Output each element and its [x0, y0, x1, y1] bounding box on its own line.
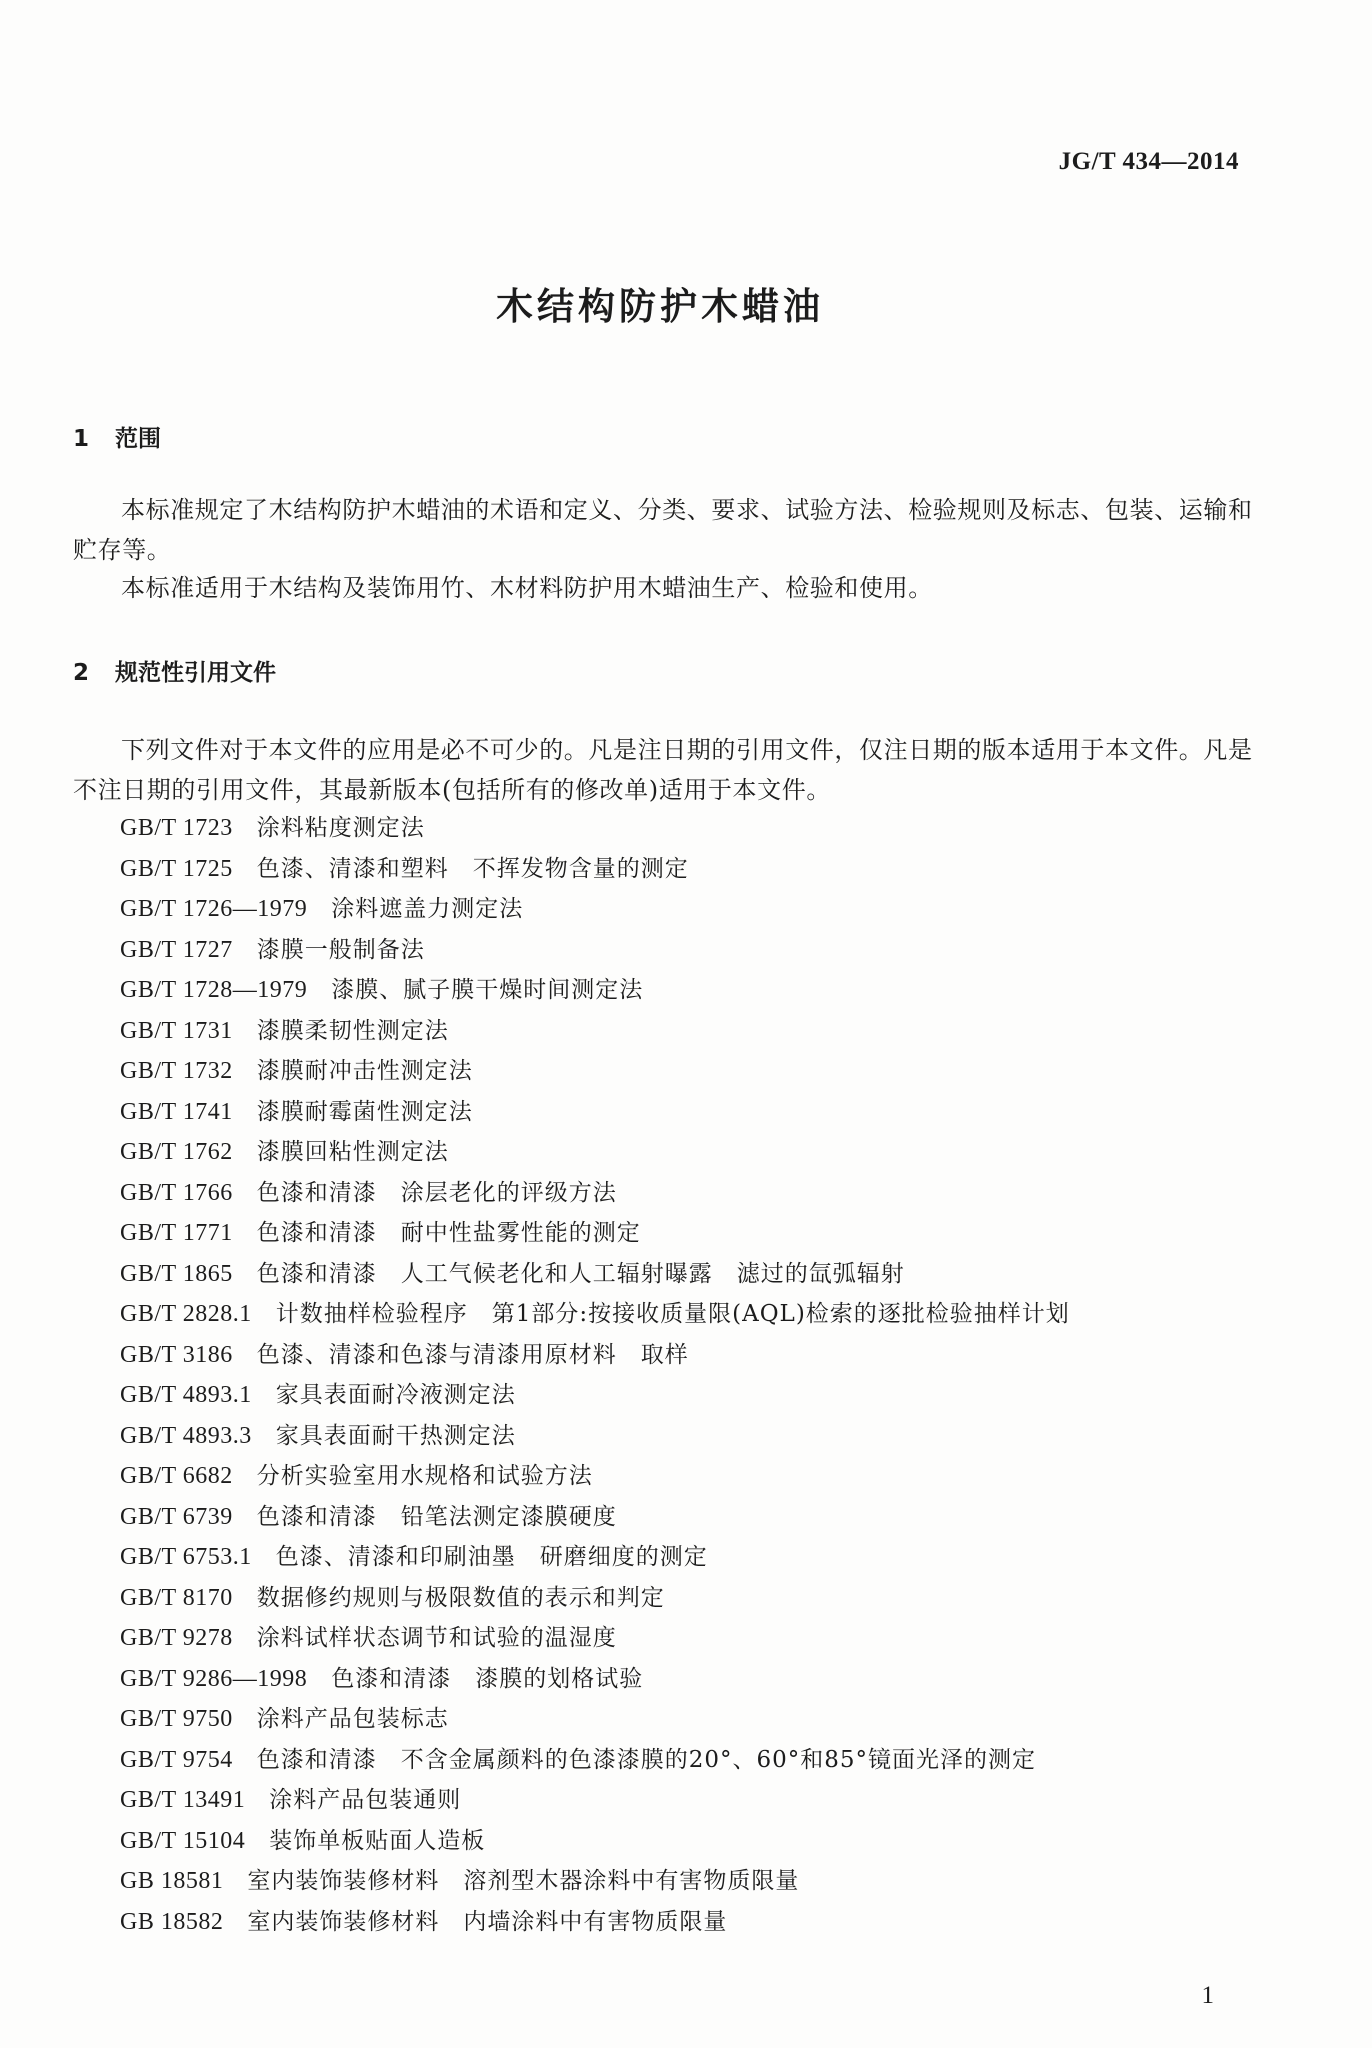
reference-item — [120, 1375, 1270, 1416]
reference-item — [120, 808, 1270, 849]
reference-code: GB/T 1731 — [120, 1017, 233, 1044]
reference-title: 家具表面耐冷液测定法 — [275, 1382, 516, 1408]
reference-code: GB/T 1771 — [120, 1220, 233, 1246]
reference-item — [120, 1699, 1270, 1740]
reference-code: GB/T 1732 — [120, 1058, 233, 1084]
reference-item — [120, 1902, 1270, 1943]
reference-item — [120, 1497, 1270, 1538]
reference-title: 数据修约规则与极限数值的表示和判定 — [256, 1584, 665, 1611]
reference-code: GB/T 1723 — [120, 815, 233, 841]
page-number: 1 — [1201, 1982, 1214, 2009]
reference-code: GB 18581 — [120, 1868, 224, 1894]
reference-item — [120, 1618, 1270, 1659]
reference-title: 色漆、清漆和印刷油墨 研磨细度的测定 — [275, 1544, 708, 1570]
reference-title: 涂料遮盖力测定法 — [331, 896, 524, 922]
section-number: 1 — [73, 426, 90, 452]
section-title: 范围 — [115, 426, 161, 452]
reference-item — [120, 970, 1270, 1011]
scope-paragraph-1: 本标准规定了木结构防护木蜡油的术语和定义、分类、要求、试验方法、检验规则及标志、包装、运输和贮存等。 — [73, 496, 1253, 564]
reference-item — [120, 1051, 1270, 1092]
normative-references-list — [120, 808, 1270, 1942]
reference-code: GB/T 1766 — [120, 1179, 233, 1206]
reference-title: 漆膜柔韧性测定法 — [256, 1017, 449, 1044]
references-intro-paragraph: 下列文件对于本文件的应用是必不可少的。凡是注日期的引用文件，仅注日期的版本适用于本文件。凡是不注日期的引用文件，其最新版本(包括所有的修改单)适用于本文件。 — [73, 736, 1253, 804]
standard-number: JG/T 434—2014 — [1058, 148, 1239, 175]
reference-code: GB/T 1726—1979 — [120, 896, 308, 922]
reference-code: GB/T 1762 — [120, 1139, 233, 1165]
reference-title: 家具表面耐干热测定法 — [275, 1422, 516, 1449]
reference-title: 装饰单板贴面人造板 — [269, 1827, 486, 1854]
reference-code: GB/T 6682 — [120, 1463, 233, 1489]
section-1-heading — [73, 420, 161, 453]
reference-item — [120, 1780, 1270, 1821]
reference-code: GB/T 3186 — [120, 1341, 233, 1368]
reference-title: 色漆和清漆 漆膜的划格试验 — [331, 1665, 644, 1692]
reference-item — [120, 1254, 1270, 1295]
reference-item — [120, 1173, 1270, 1214]
reference-item — [120, 1740, 1270, 1781]
reference-item — [120, 1456, 1270, 1497]
reference-code: GB/T 6739 — [120, 1503, 233, 1530]
reference-code: GB/T 13491 — [120, 1787, 246, 1813]
reference-item — [120, 1416, 1270, 1457]
reference-item — [120, 1294, 1270, 1335]
reference-code: GB/T 1741 — [120, 1098, 233, 1125]
reference-item — [120, 1578, 1270, 1619]
reference-code: GB/T 1725 — [120, 855, 233, 882]
reference-code: GB/T 4893.3 — [120, 1422, 252, 1449]
reference-code: GB/T 9750 — [120, 1706, 233, 1732]
document-title: 木结构防护木蜡油 — [496, 285, 824, 328]
section-title: 规范性引用文件 — [115, 660, 276, 686]
reference-title: 色漆、清漆和塑料 不挥发物含量的测定 — [256, 855, 689, 882]
reference-title: 漆膜耐霉菌性测定法 — [256, 1098, 473, 1125]
reference-title: 色漆和清漆 涂层老化的评级方法 — [256, 1179, 617, 1206]
reference-code: GB/T 2828.1 — [120, 1301, 252, 1327]
reference-code: GB/T 6753.1 — [120, 1544, 252, 1570]
reference-code: GB/T 1728—1979 — [120, 977, 308, 1003]
reference-code: GB/T 9286—1998 — [120, 1665, 308, 1692]
reference-item — [120, 1537, 1270, 1578]
reference-title: 漆膜、腻子膜干燥时间测定法 — [331, 977, 644, 1003]
reference-title: 色漆和清漆 耐中性盐雾性能的测定 — [256, 1220, 641, 1246]
reference-code: GB/T 9754 — [120, 1746, 233, 1773]
scope-paragraph-2: 本标准适用于木结构及装饰用竹、木材料防护用木蜡油生产、检验和使用。 — [121, 574, 933, 602]
reference-item — [120, 930, 1270, 971]
section-2-heading — [73, 654, 276, 687]
section-number: 2 — [73, 660, 90, 686]
reference-item — [120, 1132, 1270, 1173]
reference-item — [120, 849, 1270, 890]
reference-item — [120, 1821, 1270, 1862]
reference-item — [120, 1092, 1270, 1133]
reference-item — [120, 1659, 1270, 1700]
reference-title: 分析实验室用水规格和试验方法 — [256, 1463, 593, 1489]
reference-title: 涂料产品包装通则 — [269, 1787, 462, 1813]
reference-title: 色漆和清漆 不含金属颜料的色漆漆膜的20°、60°和85°镜面光泽的测定 — [256, 1746, 1037, 1773]
reference-code: GB/T 1727 — [120, 936, 233, 963]
reference-title: 色漆和清漆 人工气候老化和人工辐射曝露 滤过的氙弧辐射 — [256, 1260, 905, 1287]
reference-title: 室内装饰装修材料 溶剂型木器涂料中有害物质限量 — [247, 1868, 800, 1894]
reference-title: 漆膜耐冲击性测定法 — [256, 1058, 473, 1084]
reference-title: 漆膜回粘性测定法 — [256, 1139, 449, 1165]
reference-title: 涂料试样状态调节和试验的温湿度 — [256, 1625, 617, 1651]
reference-title: 计数抽样检验程序 第1部分:按接收质量限(AQL)检索的逐批检验抽样计划 — [275, 1301, 1070, 1327]
reference-title: 色漆、清漆和色漆与清漆用原材料 取样 — [256, 1341, 689, 1368]
reference-item — [120, 1213, 1270, 1254]
reference-code: GB/T 8170 — [120, 1584, 233, 1611]
reference-title: 室内装饰装修材料 内墙涂料中有害物质限量 — [247, 1908, 728, 1935]
reference-title: 色漆和清漆 铅笔法测定漆膜硬度 — [256, 1503, 617, 1530]
reference-title: 漆膜一般制备法 — [256, 936, 425, 963]
reference-title: 涂料粘度测定法 — [256, 815, 425, 841]
reference-item — [120, 1335, 1270, 1376]
reference-code: GB 18582 — [120, 1908, 224, 1935]
reference-code: GB/T 9278 — [120, 1625, 233, 1651]
reference-item — [120, 889, 1270, 930]
reference-item — [120, 1011, 1270, 1052]
reference-title: 涂料产品包装标志 — [256, 1706, 449, 1732]
reference-code: GB/T 1865 — [120, 1260, 233, 1287]
reference-code: GB/T 15104 — [120, 1827, 246, 1854]
reference-code: GB/T 4893.1 — [120, 1382, 252, 1408]
reference-item — [120, 1861, 1270, 1902]
